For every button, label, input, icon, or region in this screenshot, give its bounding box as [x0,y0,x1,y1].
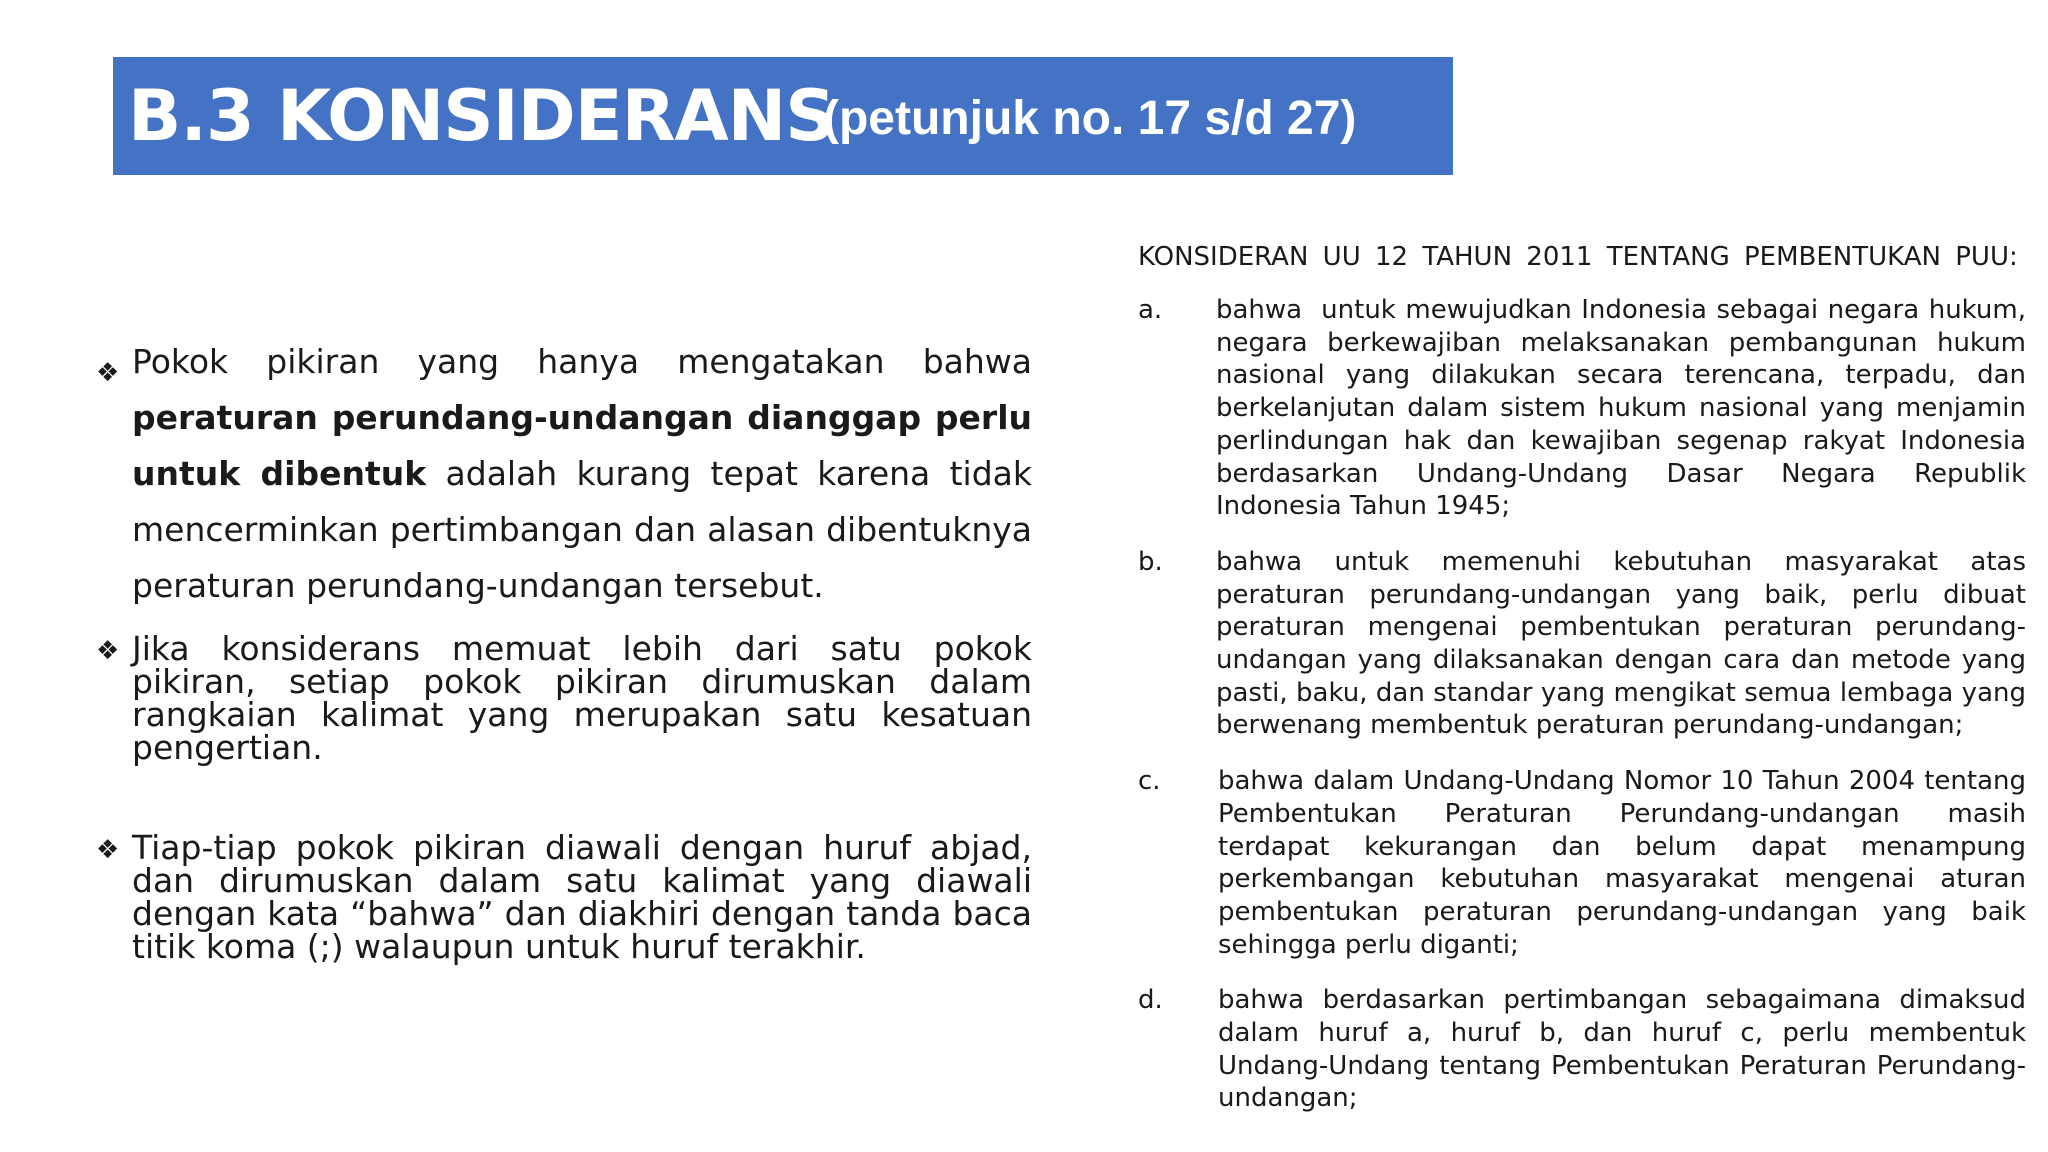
diamond-bullet-icon: ❖ [96,358,120,388]
slide-subtitle: (petunjuk no. 17 s/d 27) [823,92,1357,145]
konsideran-item [1138,294,2035,523]
bullet-item [96,828,1032,966]
guidance-bullets [96,334,1032,966]
bullet-text: adalah kurang tepat karena tidak mencerminkan pertimbangan dan alasan dibentuknya peraturan perundang-undangan tersebut. [132,454,1032,605]
bullet-item [96,629,1032,767]
diamond-bullet-icon: ❖ [96,636,120,666]
diamond-bullet-icon: ❖ [96,835,120,865]
konsideran-item [1138,546,2026,742]
example-heading: KONSIDERAN UU 12 TAHUN 2011 TENTANG PEMBENTUKAN PUU: [1138,242,2018,272]
bullet-text: Tiap-tiap pokok pikiran diawali dengan huruf abjad, dan dirumuskan dalam satu kalimat yang diawali dengan kata “bahwa” dan diakhiri dengan tanda baca titik koma (;) walaupun untuk huruf terakhir. [132,828,1032,966]
bullet-text: Pokok pikiran yang hanya mengatakan bahwa [132,342,1032,381]
item-text: bahwa untuk memenuhi kebutuhan masyarakat atas peraturan perundang-undangan yang baik, perlu dibuat peraturan mengenai pembentukan peraturan perundang-undangan yang dilaksanakan dengan cara dan metode yang pasti, baku, dan standar yang mengikat semua lembaga yang berwenang membentuk peraturan perundang-undangan; [1216,546,2026,741]
bullet-text: Jika konsiderans memuat lebih dari satu pokok pikiran, setiap pokok pikiran dirumuskan dalam rangkaian kalimat yang merupakan satu kesatuan pengertian. [132,629,1032,767]
item-text: bahwa untuk mewujudkan Indonesia sebagai negara hukum, negara berkewajiban melaksanakan pembangunan hukum nasional yang dilakukan secara terencana, terpadu, dan berkelanjutan dalam sistem hukum nasional yang menjamin perlindungan hak dan kewajiban segenap rakyat Indonesia berdasarkan Undang-Undang Dasar Negara Republik Indonesia Tahun 1945; [1216,295,2035,522]
item-text: bahwa dalam Undang-Undang Nomor 10 Tahun 2004 tentang Pembentukan Peraturan Perundang-undangan masih terdapat kekurangan dan belum dapat menampung perkembangan kebutuhan masyarakat mengenai aturan pembentukan peraturan perundang-undangan yang baik sehingga perlu diganti; [1218,766,2026,960]
slide-title: B.3 KONSIDERANS [128,75,835,157]
title-banner [113,57,1453,175]
bullet-item [96,334,1032,614]
bullet-bold-text: peraturan perundang-undangan dianggap perlu untuk dibentuk [132,398,1032,493]
item-letter: b. [1138,546,1163,577]
konsideran-example [1138,238,2035,1138]
konsideran-item [1138,984,2026,1115]
item-letter: c. [1138,766,1161,797]
item-text: bahwa berdasarkan pertimbangan sebagaimana dimaksud dalam huruf a, huruf b, dan huruf c, perlu membentuk Undang-Undang tentang Pembentukan Peraturan Perundang-undangan; [1218,985,2026,1114]
konsideran-item [1138,765,2026,961]
item-letter: a. [1138,295,1163,325]
item-letter: d. [1138,985,1163,1016]
